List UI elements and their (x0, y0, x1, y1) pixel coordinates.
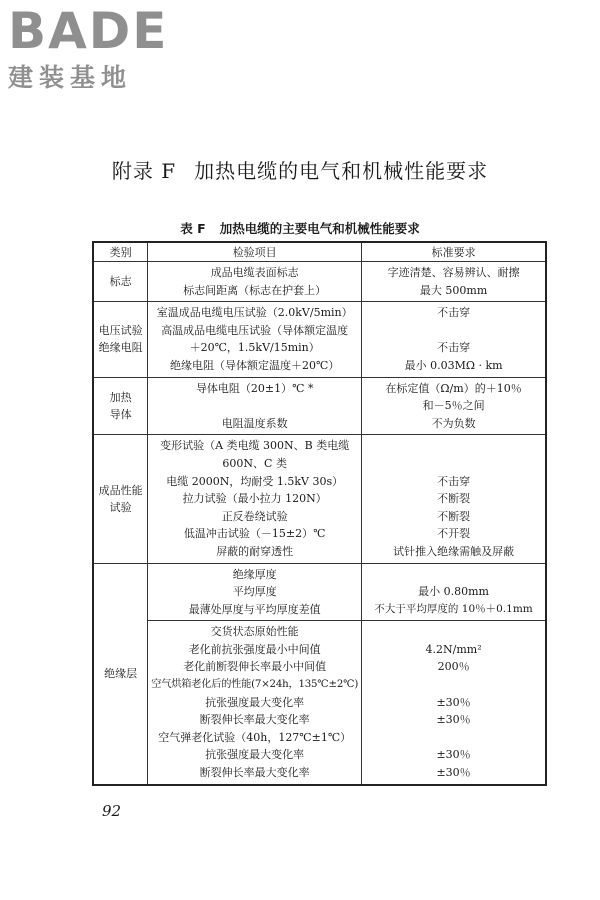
test-item: 600N、C 类 (222, 456, 287, 470)
test-item: 绝缘厚度 (232, 567, 277, 581)
requirement: 不击穿 (437, 474, 471, 488)
table-caption (0, 219, 600, 237)
category-cell (93, 435, 148, 563)
category-text: 绝缘层 (104, 667, 138, 681)
requirement: 4.2N/mm² (425, 642, 482, 656)
logo-subtitle: 建装基地 (8, 63, 133, 92)
page-number: 92 (102, 802, 122, 820)
appendix-title-text: 加热电缆的电气和机械性能要求 (194, 159, 489, 183)
category-cell (93, 377, 148, 435)
requirements-cell (362, 302, 546, 377)
category-cell (93, 563, 148, 785)
category-text: 成品性能 (98, 483, 143, 497)
test-item: 变形试验（A 类电缆 300N、B 类电缆 (160, 439, 350, 453)
test-item: 平均厚度 (232, 585, 277, 599)
items-cell (148, 563, 362, 621)
table-row (93, 262, 546, 302)
requirement: 字迹清楚、容易辨认、耐擦 (387, 266, 520, 279)
test-item: 电缆 2000N，均耐受 1.5kV 30s） (166, 474, 344, 488)
test-item: 抗张强度最大变化率 (205, 695, 305, 709)
test-item: 成品电缆表面标志 (210, 266, 299, 279)
requirement: 不断裂 (437, 509, 471, 523)
requirement: 不击穿 (437, 341, 471, 355)
requirement: 不断裂 (437, 492, 471, 506)
test-item: 老化前抗张强度最小中间值 (188, 642, 321, 656)
test-item: 标志间距离（标志在护套上） (183, 283, 327, 297)
category-text: 标志 (109, 275, 132, 289)
requirement (364, 676, 543, 694)
table-caption-label: 表 F (180, 221, 206, 236)
test-item: 高温成品电缆电压试验（导体额定温度 (161, 323, 349, 337)
items-cell (148, 377, 362, 435)
test-item: 断裂伸长率最大变化率 (199, 766, 310, 780)
test-item: 断裂伸长率最大变化率 (199, 713, 310, 727)
test-item: 低温冲击试验（－15±2）℃ (183, 527, 326, 541)
table-row (93, 563, 546, 621)
test-item: 室温成品电缆电压试验（2.0kV/5min） (156, 306, 353, 320)
requirement: 最小 0.80mm (418, 585, 489, 599)
requirements-cell (362, 435, 546, 563)
items-cell (148, 302, 362, 377)
test-item: 最薄处厚度与平均厚度差值 (188, 602, 321, 616)
requirement: 不大于平均厚度的 10％＋0.1mm (374, 602, 533, 615)
requirements-table (92, 241, 547, 786)
requirements-cell (362, 377, 546, 435)
test-item: 交货状态原始性能 (210, 625, 299, 639)
table-header-row (93, 242, 546, 262)
requirement: ±30％ (436, 713, 471, 727)
requirement: ±30％ (436, 695, 471, 709)
requirement (364, 322, 543, 340)
test-item: 空气弹老化试验（40h，127℃±1℃） (158, 730, 352, 744)
requirement: 不击穿 (437, 306, 471, 320)
header-test-item: 检验项目 (148, 242, 362, 262)
category-cell (93, 302, 148, 377)
requirements-cell (362, 262, 546, 302)
table-row (93, 377, 546, 435)
requirement (364, 729, 543, 747)
appendix-label: 附录 F (111, 159, 177, 183)
header-category: 类别 (93, 242, 148, 262)
requirement (364, 623, 543, 641)
logo (8, 2, 169, 94)
requirement: 不开裂 (437, 527, 471, 541)
items-cell (148, 262, 362, 302)
test-item: 屏蔽的耐穿透性 (216, 544, 294, 558)
category-cell (93, 262, 148, 302)
requirement (364, 455, 543, 473)
requirement (364, 437, 543, 455)
items-cell (148, 435, 362, 563)
requirements-cell (362, 621, 546, 785)
test-item: 正反卷绕试验 (221, 509, 288, 523)
test-item: 拉力试验（最小拉力 120N） (182, 492, 327, 506)
test-item: 空气烘箱老化后的性能(7×24h，135℃±2℃) (151, 679, 359, 691)
table-row (93, 435, 546, 563)
table-row (93, 302, 546, 377)
test-item: ＋20℃，1.5kV/15min） (189, 341, 320, 355)
requirements-cell (362, 563, 546, 621)
requirement: ±30％ (436, 748, 471, 762)
test-item: 抗张强度最大变化率 (205, 748, 305, 762)
category-text: 电压试验 (98, 324, 143, 338)
category-text: 加热 (109, 390, 132, 404)
test-item: 导体电阻（20±1）℃ * (195, 381, 314, 395)
items-cell (148, 621, 362, 785)
table-caption-text: 加热电缆的主要电气和机械性能要求 (219, 221, 420, 236)
test-item: 老化前断裂伸长率最小中间值 (183, 660, 327, 674)
logo-wordmark: BADE (8, 2, 169, 60)
test-item: 绝缘电阻（导体额定温度＋20℃） (170, 358, 340, 372)
header-requirement: 标准要求 (362, 242, 546, 262)
requirement: 和－5％之间 (422, 399, 485, 413)
category-text: 绝缘电阻 (98, 341, 143, 355)
requirement: 在标定值（Ω/m）的＋10％ (385, 381, 522, 395)
appendix-title (0, 155, 600, 184)
requirement: ±30％ (436, 766, 471, 780)
requirement: 最小 0.03MΩ · km (404, 358, 503, 372)
requirement: 试针推入绝缘需触及屏蔽 (393, 544, 515, 558)
test-item: 电阻温度系数 (221, 416, 288, 430)
requirement: 最大 500mm (419, 283, 488, 297)
requirement (364, 566, 543, 584)
test-item (150, 397, 359, 415)
requirement: 200％ (437, 660, 470, 674)
table-row (93, 621, 546, 785)
category-text: 导体 (109, 407, 132, 421)
category-text: 试验 (109, 500, 132, 514)
requirement: 不为负数 (431, 416, 476, 430)
